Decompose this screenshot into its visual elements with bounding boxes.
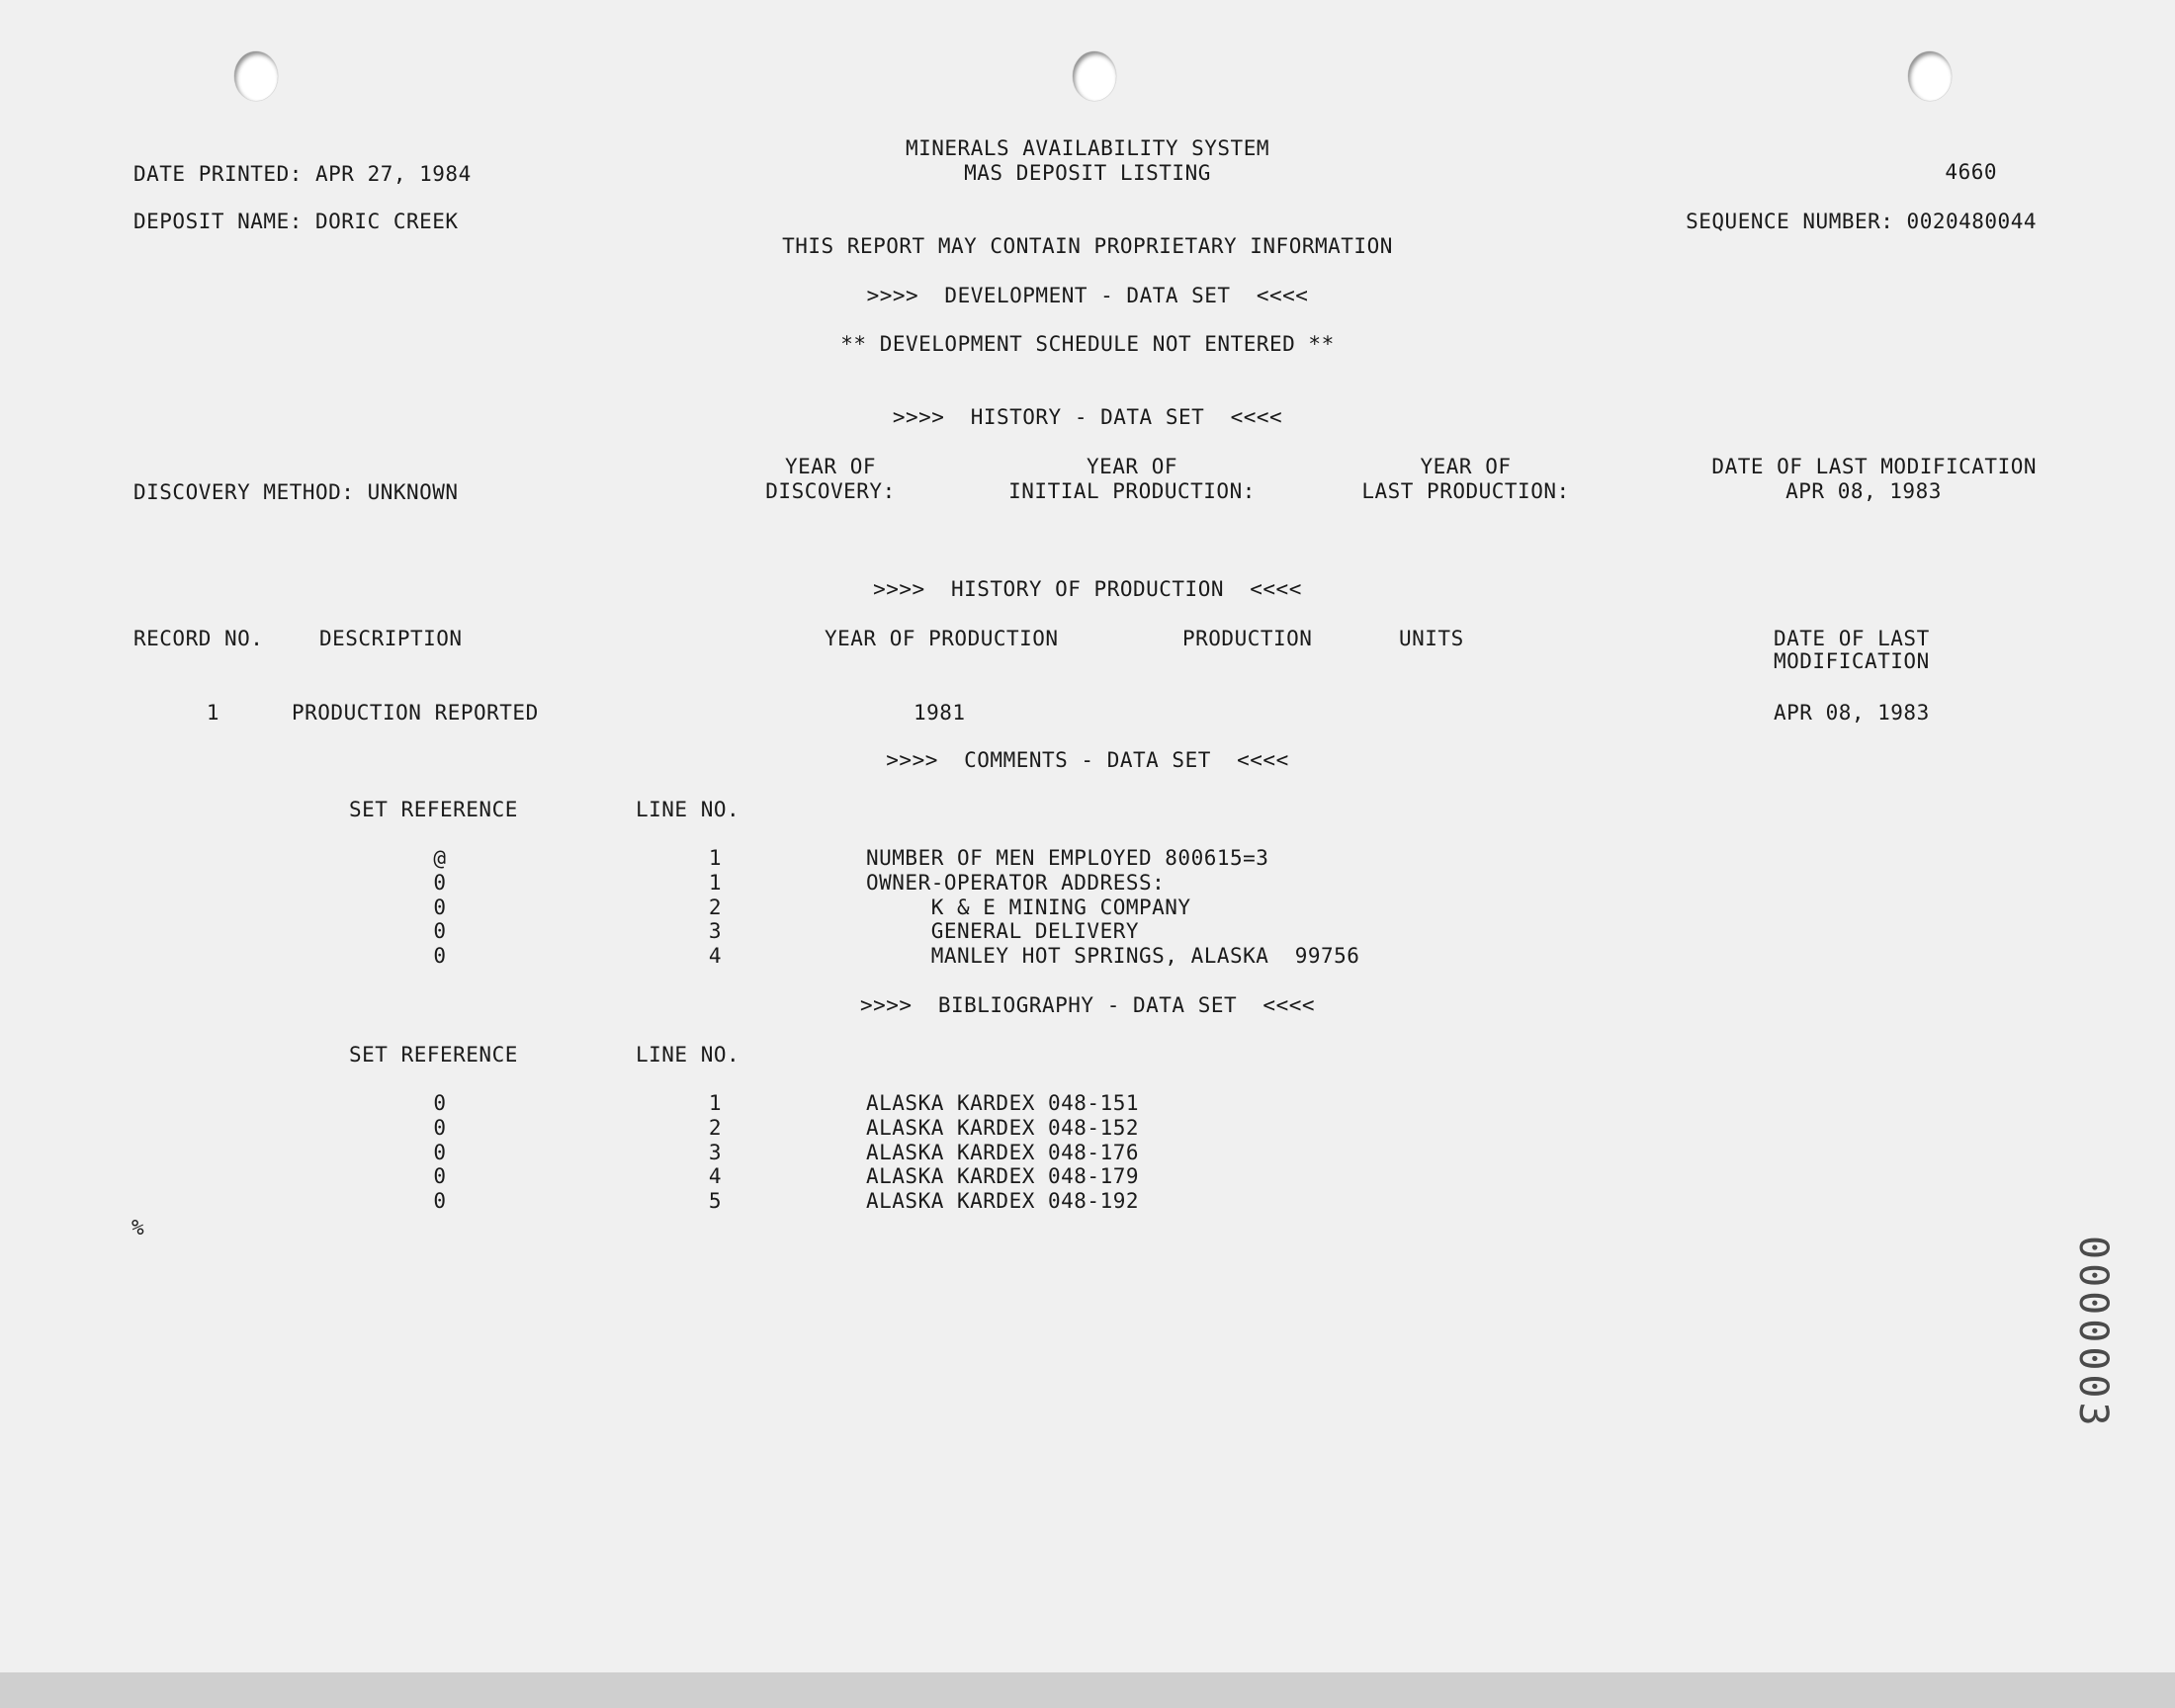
- bibliography-set-reference: 0: [433, 1091, 447, 1115]
- bibliography-line-no: 4: [708, 1164, 722, 1189]
- development-section-title: >>>> DEVELOPMENT - DATA SET <<<<: [866, 284, 1309, 307]
- bibliography-set-reference: 0: [433, 1164, 447, 1189]
- date-printed: DATE PRINTED: APR 27, 1984: [133, 162, 472, 186]
- comments-section-title: >>>> COMMENTS - DATA SET <<<<: [886, 748, 1289, 772]
- comment-line-no: 4: [708, 944, 722, 969]
- system-title: MINERALS AVAILABILITY SYSTEM: [905, 136, 1269, 160]
- bibliography-text: ALASKA KARDEX 048-151: [866, 1091, 1140, 1115]
- comment-line-no: 2: [708, 895, 722, 919]
- year-initial-label-1: YEAR OF: [1086, 455, 1177, 478]
- discovery-method: DISCOVERY METHOD: UNKNOWN: [133, 480, 459, 504]
- comment-text: K & E MINING COMPANY: [866, 895, 1191, 919]
- bibliography-text: ALASKA KARDEX 048-192: [866, 1189, 1140, 1214]
- production-description: PRODUCTION REPORTED: [292, 701, 539, 725]
- year-of-discovery-label-1: YEAR OF: [784, 455, 876, 478]
- year-initial-label-2: INITIAL PRODUCTION:: [1008, 479, 1256, 503]
- scan-bottom-edge: [0, 1672, 2175, 1708]
- binder-hole-right: [1908, 51, 1952, 101]
- col-last-mod-2: MODIFICATION: [1774, 649, 1930, 673]
- history-section-title: >>>> HISTORY - DATA SET <<<<: [892, 405, 1283, 429]
- development-note: ** DEVELOPMENT SCHEDULE NOT ENTERED **: [840, 332, 1335, 356]
- side-stamp-number: 0000003: [2070, 1236, 2116, 1430]
- bibliography-text: ALASKA KARDEX 048-152: [866, 1115, 1140, 1140]
- production-record-no: 1: [206, 701, 219, 725]
- comment-set-reference: @: [433, 846, 447, 870]
- bibliography-set-reference: 0: [433, 1115, 447, 1140]
- footer-percent-mark: %: [131, 1216, 145, 1239]
- bibliography-text: ALASKA KARDEX 048-179: [866, 1164, 1140, 1189]
- sequence-number: SEQUENCE NUMBER: 0020480044: [1686, 210, 2037, 233]
- bibliography-text: ALASKA KARDEX 048-176: [866, 1140, 1140, 1164]
- comment-line-no: 1: [708, 870, 722, 895]
- comment-set-reference: 0: [433, 870, 447, 895]
- binder-hole-left: [234, 51, 278, 101]
- proprietary-notice: THIS REPORT MAY CONTAIN PROPRIETARY INFORMATION: [782, 234, 1393, 258]
- comment-set-reference: 0: [433, 919, 447, 944]
- col-description: DESCRIPTION: [319, 627, 463, 650]
- bibliography-line-no: 5: [708, 1189, 722, 1214]
- bibliography-set-reference: 0: [433, 1189, 447, 1214]
- col-last-mod-1: DATE OF LAST: [1774, 627, 1930, 650]
- col-production: PRODUCTION: [1182, 627, 1313, 650]
- bibliography-col-line-no: LINE NO.: [636, 1043, 740, 1067]
- year-last-label-2: LAST PRODUCTION:: [1361, 479, 1570, 503]
- comment-text: NUMBER OF MEN EMPLOYED 800615=3: [866, 846, 1269, 870]
- last-modification-label: DATE OF LAST MODIFICATION: [1711, 455, 2037, 478]
- bibliography-section-title: >>>> BIBLIOGRAPHY - DATA SET <<<<: [859, 993, 1315, 1017]
- production-year: 1981: [914, 701, 966, 725]
- comments-col-set-reference: SET REFERENCE: [349, 798, 518, 821]
- year-last-label-1: YEAR OF: [1420, 455, 1512, 478]
- production-modified: APR 08, 1983: [1774, 701, 1930, 725]
- bibliography-set-reference: 0: [433, 1140, 447, 1164]
- listing-title: MAS DEPOSIT LISTING: [964, 161, 1211, 185]
- col-record-no: RECORD NO.: [133, 627, 264, 650]
- col-units: UNITS: [1399, 627, 1464, 650]
- bibliography-line-no: 2: [708, 1115, 722, 1140]
- page-number: 4660: [1945, 160, 1997, 184]
- binder-hole-center: [1073, 51, 1116, 101]
- comment-set-reference: 0: [433, 944, 447, 969]
- production-section-title: >>>> HISTORY OF PRODUCTION <<<<: [873, 577, 1302, 601]
- comment-line-no: 1: [708, 846, 722, 870]
- comments-col-line-no: LINE NO.: [636, 798, 740, 821]
- col-year-of-production: YEAR OF PRODUCTION: [825, 627, 1059, 650]
- year-of-discovery-label-2: DISCOVERY:: [765, 479, 896, 503]
- last-modification-value: APR 08, 1983: [1785, 479, 1942, 503]
- comment-text: GENERAL DELIVERY: [866, 919, 1140, 944]
- bibliography-col-set-reference: SET REFERENCE: [349, 1043, 518, 1067]
- comment-text: OWNER-OPERATOR ADDRESS:: [866, 870, 1166, 895]
- deposit-name: DEPOSIT NAME: DORIC CREEK: [133, 210, 459, 233]
- comment-text: MANLEY HOT SPRINGS, ALASKA 99756: [866, 944, 1360, 969]
- comment-line-no: 3: [708, 919, 722, 944]
- comment-set-reference: 0: [433, 895, 447, 919]
- bibliography-line-no: 3: [708, 1140, 722, 1164]
- bibliography-line-no: 1: [708, 1091, 722, 1115]
